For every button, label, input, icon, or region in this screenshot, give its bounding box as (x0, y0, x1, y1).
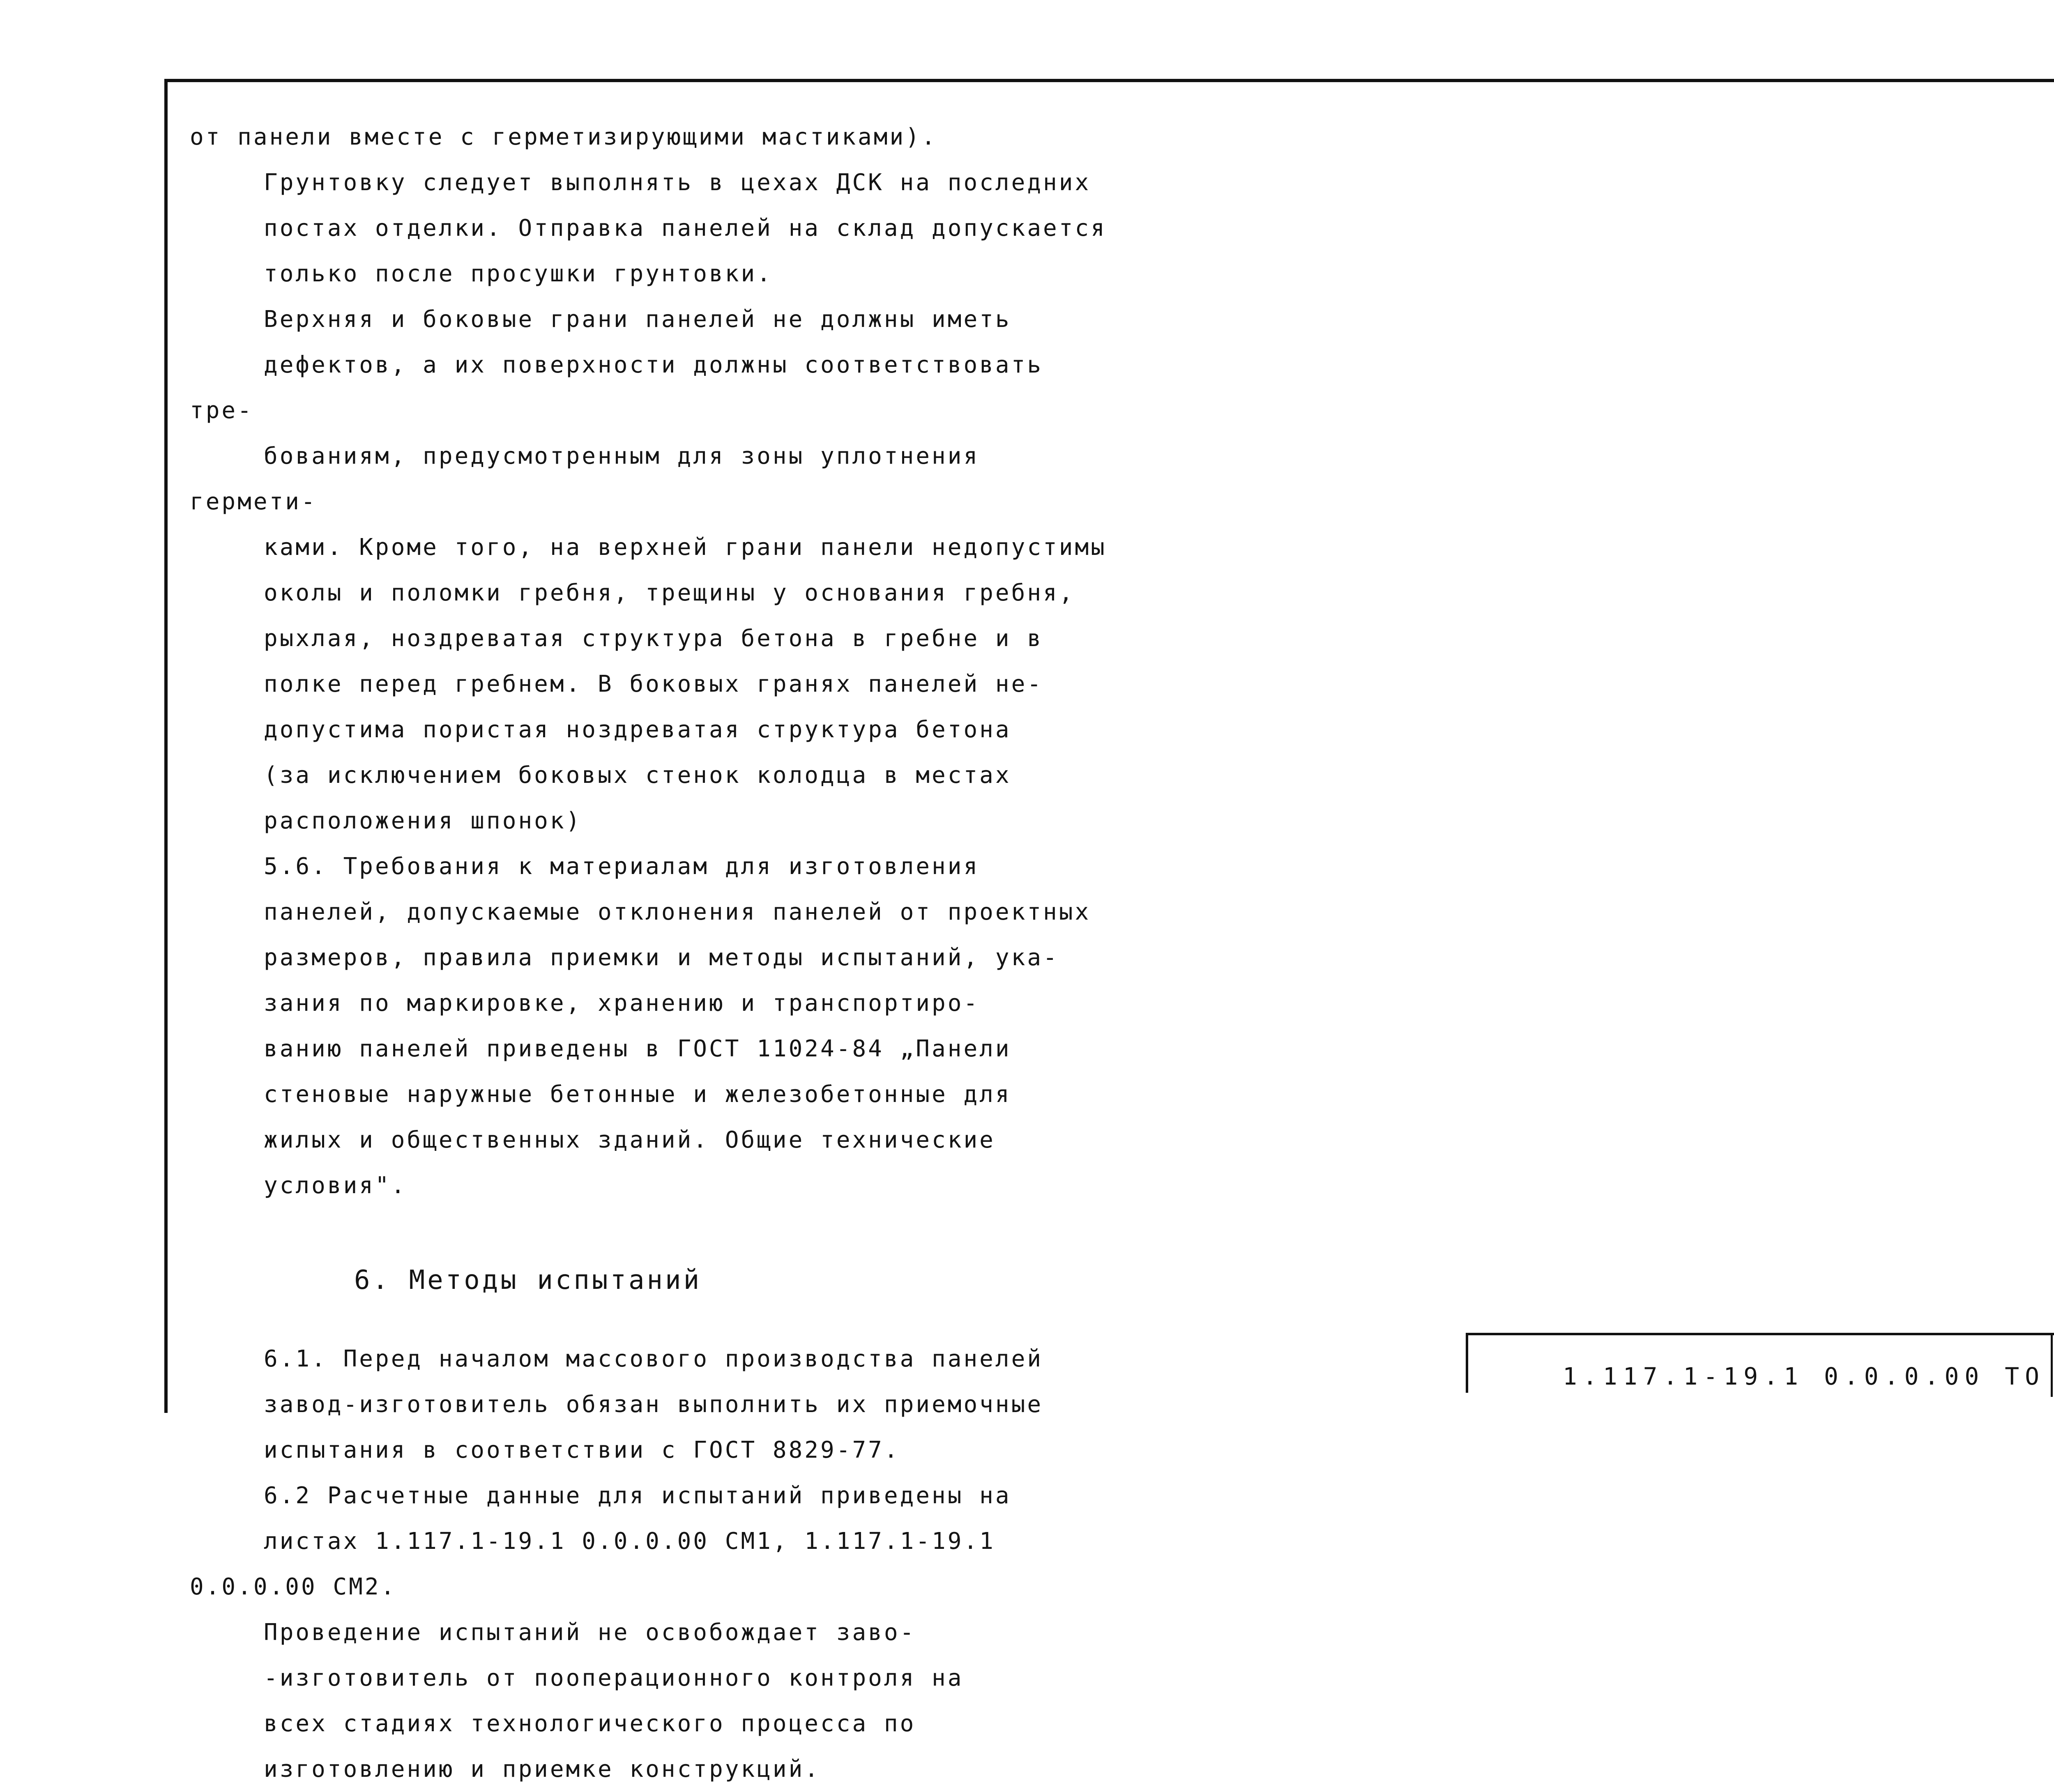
text-line: Грунтовку следует выполнять в цехах ДСК на последних (264, 169, 1091, 196)
title-block (1466, 1333, 2054, 1393)
paragraph-5-6 (190, 844, 1114, 1208)
text-line: панелей, допускаемые отклонения панелей от проектных (264, 899, 1091, 925)
paragraph-6-1 (190, 1336, 1114, 1473)
text-line: постах отделки. Отправка панелей на склад допускается (264, 215, 1107, 242)
heading-text: 6. Методы испытаний (354, 1265, 702, 1295)
document-body (190, 114, 1114, 1792)
section-heading (190, 1258, 1114, 1303)
text-line: -изготовитель от пооперационного контроля на (264, 1665, 964, 1691)
document-code: 1.117.1-19.1 0.0.0.00 ТО (1563, 1362, 2045, 1390)
text-line: размеров, правила приемки и методы испытаний, ука- (264, 944, 1059, 971)
text-line: околы и поломки гребня, трещины у основания гребня, (264, 580, 1075, 606)
text-line: Проведение испытаний не освобождает заво- (264, 1619, 916, 1646)
text-line: полке перед гребнем. В боковых гранях панелей не- (264, 671, 1043, 697)
paragraph-continuation (190, 114, 1114, 160)
text-line: (за исключением боковых стенок колодца в местах (264, 762, 1011, 789)
text-line: рыхлая, ноздреватая структура бетона в гребне и в (264, 625, 1043, 652)
text-line: листах 1.117.1-19.1 0.0.0.00 СМ1, 1.117.1-19.1 0.0.0.00 СМ2. (190, 1528, 995, 1600)
text-line: 6.2 Расчетные данные для испытаний приведены на (264, 1482, 1011, 1509)
paragraph-priming (190, 160, 1114, 297)
text-line: от панели вместе с герметизирующими мастиками). (190, 124, 937, 150)
text-line: изготовлению и приемке конструкций. (264, 1756, 821, 1783)
text-line: 5.6. Требования к материалам для изготовления (264, 853, 980, 880)
text-line: ками. Кроме того, на верхней грани панели недопустимы (264, 534, 1107, 561)
text-line: стеновые наружные бетонные и железобетонные для (264, 1081, 1011, 1108)
text-line: испытания в соответствии с ГОСТ 8829-77. (264, 1437, 900, 1463)
paragraph-faces-requirements (190, 297, 1114, 844)
text-line: только после просушки грунтовки. (264, 260, 773, 287)
paragraph-testing-control (190, 1610, 1114, 1792)
text-line: Верхняя и боковые грани панелей не должны иметь (264, 306, 1011, 333)
text-line: 6.1. Перед началом массового производства панелей (264, 1346, 1043, 1372)
text-line: зания по маркировке, хранению и транспортиро- (264, 990, 980, 1017)
text-line: завод-изготовитель обязан выполнить их приемочные (264, 1391, 1043, 1418)
text-line: бованиям, предусмотренным для зоны уплотнения гермети- (190, 443, 980, 515)
spacer (190, 1208, 1114, 1249)
text-line: условия". (264, 1172, 407, 1199)
text-line: дефектов, а их поверхности должны соответствовать тре- (190, 352, 1043, 424)
sheet-cell (2051, 1335, 2054, 1397)
text-line: расположения шпонок) (264, 807, 582, 834)
text-line: всех стадиях технологического процесса по (264, 1710, 916, 1737)
text-line: допустима пористая ноздреватая структура бетона (264, 716, 1011, 743)
text-line: ванию панелей приведены в ГОСТ 11024-84 „Панели (264, 1035, 1011, 1062)
text-line: жилых и общественных зданий. Общие технические (264, 1127, 995, 1153)
paragraph-6-2 (190, 1473, 1114, 1610)
